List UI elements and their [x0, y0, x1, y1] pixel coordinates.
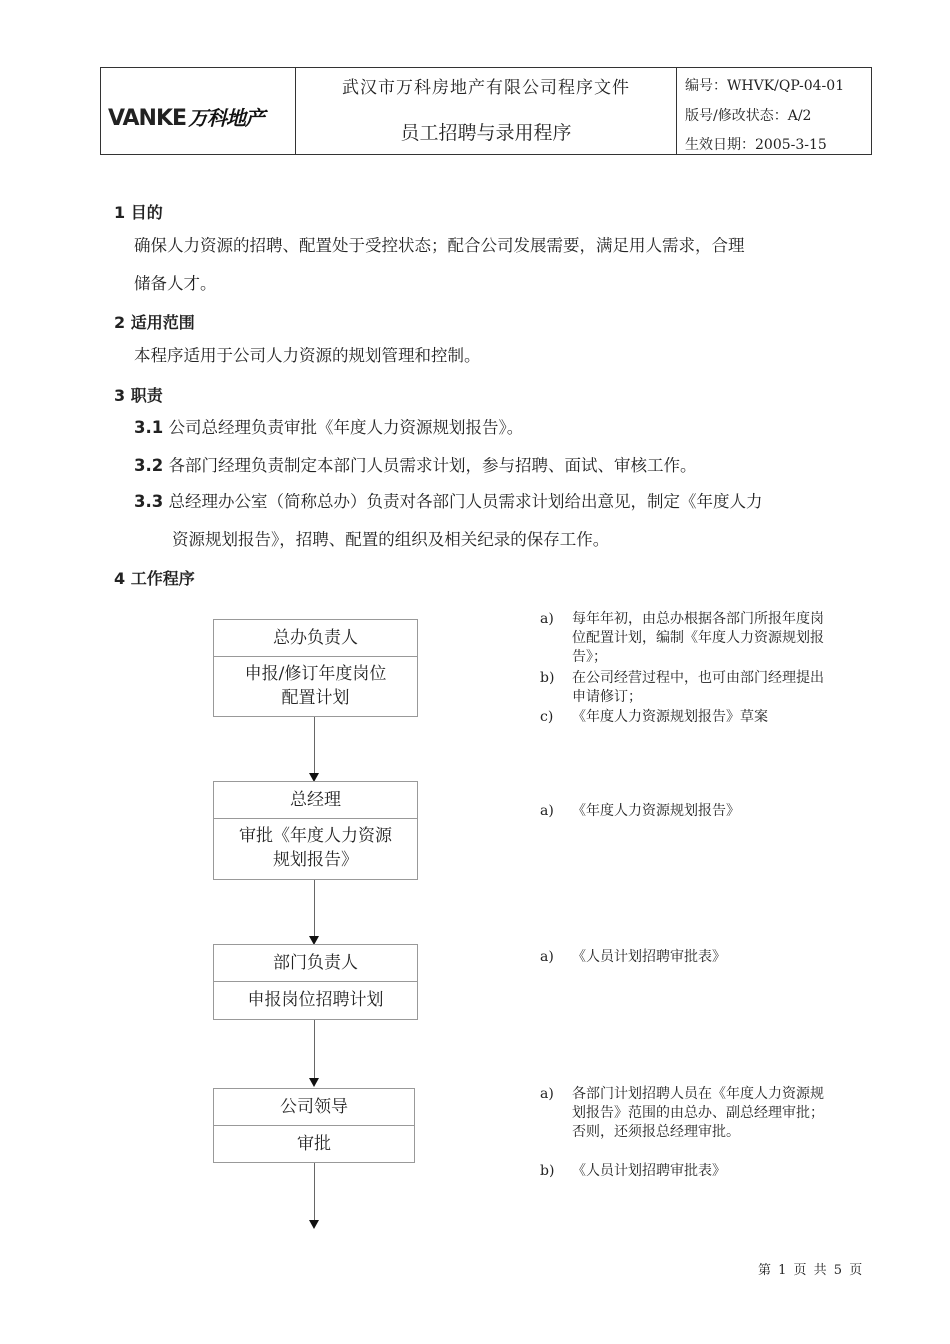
note-text: 每年年初，由总办根据各部门所报年度岗位配置计划，编制《年度人力资源规划报告》；	[572, 611, 824, 665]
flow-step-1-box	[213, 619, 418, 717]
flow-arrow-3-icon	[309, 1078, 319, 1087]
section-3-heading: 3 职责	[114, 386, 163, 405]
section-1-heading: 1 目的	[114, 203, 163, 222]
flow-step-3-role: 部门负责人	[214, 945, 417, 982]
flow-step-4-action: 审批	[297, 1134, 331, 1154]
note-label: b)	[540, 1163, 555, 1179]
item-3-3-line-2: 资源规划报告》，招聘、配置的组织及相关纪录的保存工作。	[172, 530, 610, 549]
meta-cell	[677, 68, 871, 154]
document-code: 编号：WHVK/QP-04-01	[685, 78, 845, 94]
item-3-1-text: 公司总经理负责审批《年度人力资源规划报告》。	[163, 418, 524, 437]
flow-step-1-action	[214, 657, 417, 710]
effective-date: 生效日期：2005-3-15	[685, 137, 827, 153]
document-title: 员工招聘与录用程序	[400, 122, 572, 144]
note-label: a)	[540, 611, 554, 627]
flow-step-4-box	[213, 1088, 415, 1163]
note-label: a)	[540, 949, 554, 965]
document-header-table	[100, 67, 872, 155]
item-3-3-number: 3.3	[134, 492, 164, 511]
section-1-line-2: 储备人才。	[134, 274, 217, 293]
note-text: 《人员计划招聘审批表》	[572, 949, 726, 965]
flow-step-1-role: 总办负责人	[214, 620, 417, 657]
note-text: 《年度人力资源规划报告》	[572, 803, 740, 819]
note-text: 《人员计划招聘审批表》	[572, 1163, 726, 1179]
flow-connector-2	[314, 880, 315, 936]
logo-chinese: 万科地产	[188, 106, 265, 130]
flow-step-3-action: 申报岗位招聘计划	[247, 990, 384, 1010]
item-3-3-text: 总经理办公室（简称总办）负责对各部门人员需求计划给出意见，制定《年度人力	[163, 492, 763, 511]
flow-arrow-4-icon	[309, 1220, 319, 1229]
item-3-2	[134, 447, 696, 485]
flow-step-2-box	[213, 781, 418, 880]
flow-step-1-action-line-1: 申报/修订年度岗位	[244, 664, 387, 684]
flow-connector-4	[314, 1163, 315, 1220]
flow-connector-1	[314, 717, 315, 773]
company-name: 武汉市万科房地产有限公司程序文件	[342, 78, 630, 98]
vanke-logo	[108, 102, 264, 131]
item-3-3	[134, 483, 762, 521]
flow-step-4-role: 公司领导	[214, 1089, 414, 1126]
flow-step-2-action	[214, 819, 417, 872]
logo-cell	[101, 68, 296, 154]
flow-step-3-box	[213, 944, 418, 1020]
item-3-2-number: 3.2	[134, 456, 164, 475]
note-text: 在公司经营过程中，也可由部门经理提出申请修订；	[572, 670, 824, 705]
flow-step-2-action-line-2: 规划报告》	[273, 850, 358, 870]
item-3-1-number: 3.1	[134, 418, 164, 437]
note-text: 《年度人力资源规划报告》草案	[572, 709, 768, 725]
note-text: 各部门计划招聘人员在《年度人力资源规划报告》范围的由总办、副总经理审批；否则，还须报总经理审批。	[572, 1086, 824, 1140]
title-cell	[296, 68, 677, 154]
section-1-line-1: 确保人力资源的招聘、配置处于受控状态；配合公司发展需要，满足用人需求，合理	[134, 236, 745, 255]
section-2-heading: 2 适用范围	[114, 313, 195, 332]
item-3-1	[134, 409, 523, 447]
logo-latin: VANKE	[108, 106, 187, 131]
flow-connector-3	[314, 1020, 315, 1078]
document-version: 版号/修改状态：A/2	[685, 108, 812, 124]
section-4-heading: 4 工作程序	[114, 569, 195, 588]
page-number: 第 1 页 共 5 页	[758, 1263, 863, 1278]
section-2-line-1: 本程序适用于公司人力资源的规划管理和控制。	[134, 346, 481, 365]
note-label: a)	[540, 1086, 554, 1102]
flow-step-1-action-line-2: 配置计划	[281, 688, 350, 708]
item-3-2-text: 各部门经理负责制定本部门人员需求计划，参与招聘、面试、审核工作。	[163, 456, 697, 475]
flow-step-2-action-line-1: 审批《年度人力资源	[239, 826, 392, 846]
flow-step-2-role: 总经理	[214, 782, 417, 819]
note-label: a)	[540, 803, 554, 819]
note-label: c)	[540, 709, 554, 725]
note-label: b)	[540, 670, 555, 686]
